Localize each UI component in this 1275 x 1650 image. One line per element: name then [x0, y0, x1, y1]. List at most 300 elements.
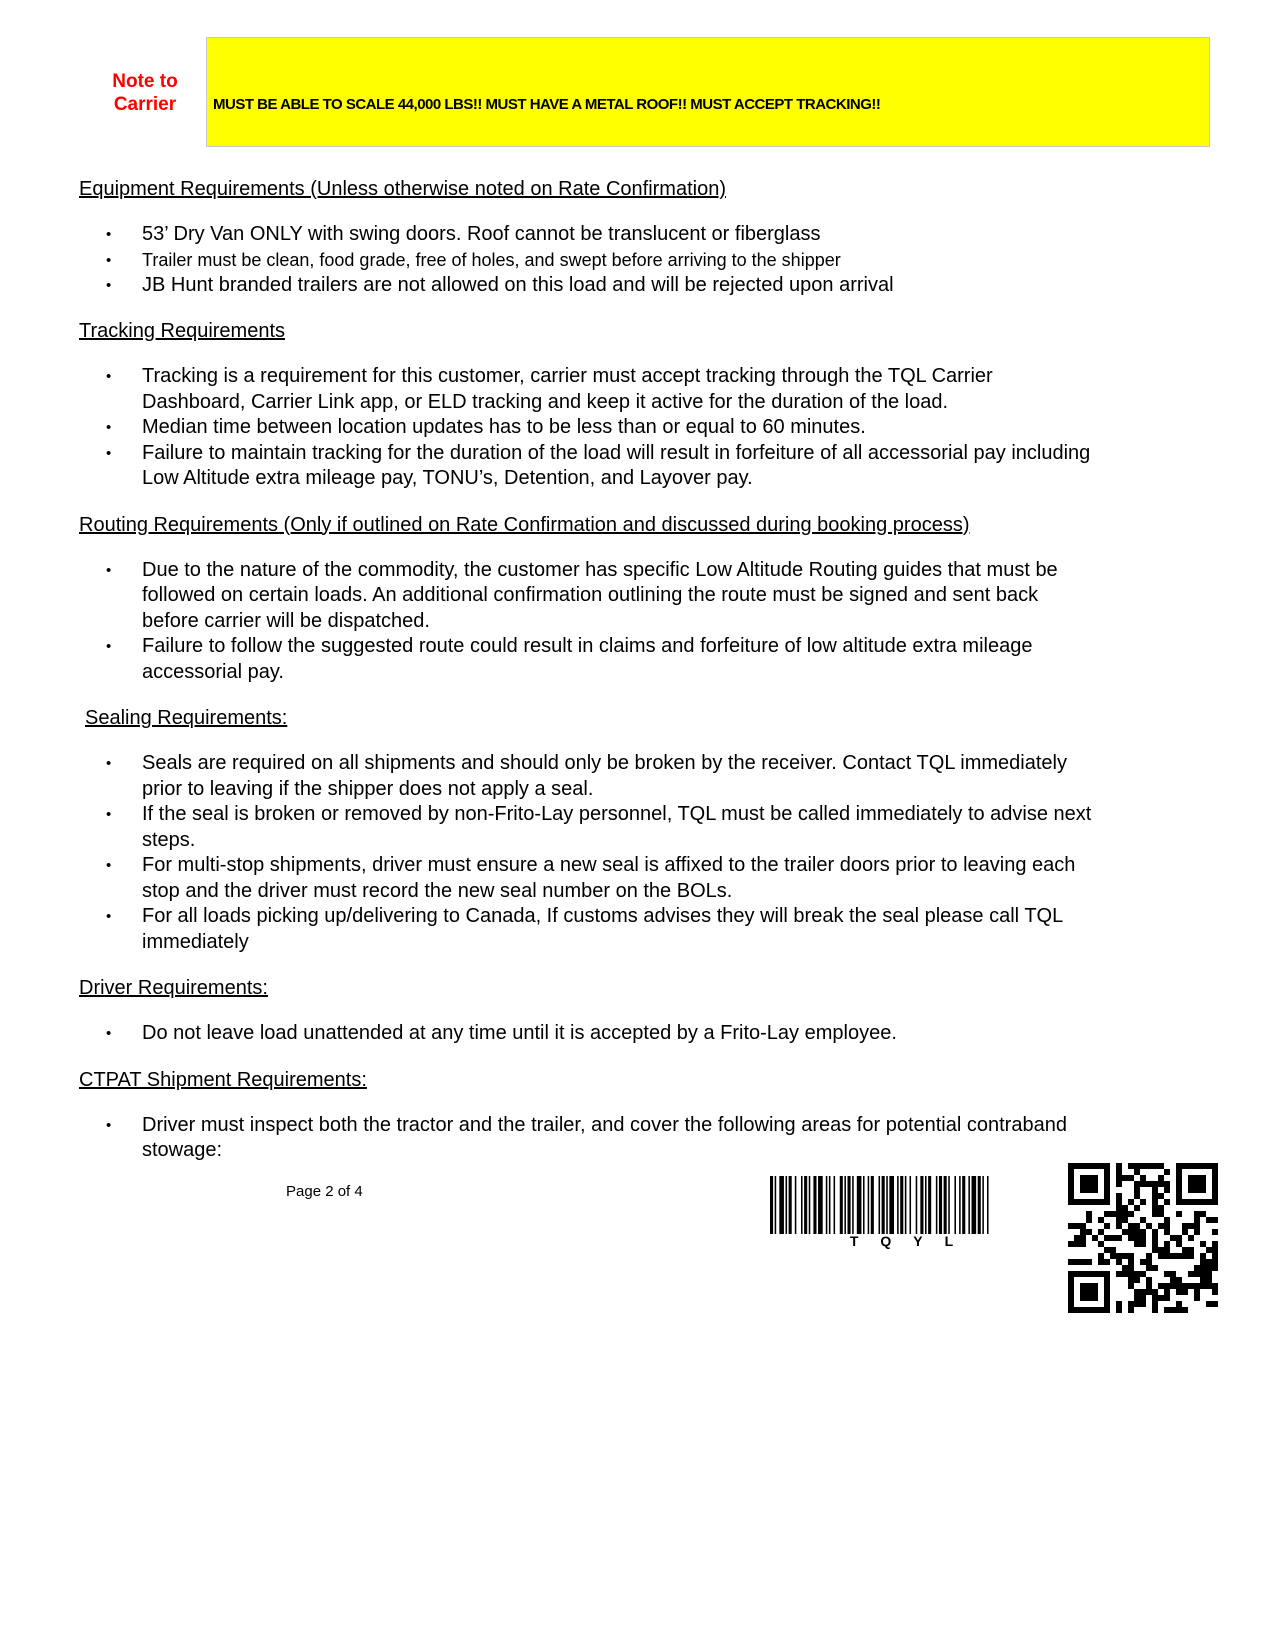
- qr-module: [1212, 1265, 1218, 1271]
- qr-module: [1128, 1307, 1134, 1313]
- barcode-bar: [844, 1176, 846, 1234]
- qr-module: [1140, 1217, 1146, 1223]
- barcode-bar: [905, 1176, 907, 1234]
- qr-module: [1134, 1277, 1140, 1283]
- qr-module: [1080, 1283, 1086, 1289]
- qr-module: [1092, 1199, 1098, 1205]
- qr-module: [1176, 1175, 1182, 1181]
- qr-module: [1098, 1199, 1104, 1205]
- qr-module: [1134, 1289, 1140, 1295]
- ctpat-list: [79, 1113, 1099, 1164]
- qr-module: [1074, 1241, 1080, 1247]
- qr-module: [1140, 1199, 1146, 1205]
- qr-module: [1152, 1181, 1158, 1187]
- qr-module: [1146, 1181, 1152, 1187]
- qr-module: [1212, 1163, 1218, 1169]
- qr-module: [1188, 1163, 1194, 1169]
- qr-module: [1176, 1169, 1182, 1175]
- qr-module: [1104, 1277, 1110, 1283]
- qr-module: [1104, 1289, 1110, 1295]
- qr-module: [1164, 1229, 1170, 1235]
- qr-module: [1200, 1187, 1206, 1193]
- qr-module: [1194, 1175, 1200, 1181]
- qr-module: [1188, 1181, 1194, 1187]
- qr-module: [1194, 1187, 1200, 1193]
- qr-module: [1212, 1247, 1218, 1253]
- qr-module: [1176, 1301, 1182, 1307]
- qr-module: [1068, 1271, 1074, 1277]
- qr-code-image: [1068, 1163, 1218, 1313]
- qr-module: [1068, 1307, 1074, 1313]
- qr-module: [1134, 1205, 1140, 1211]
- qr-module: [1188, 1235, 1194, 1241]
- qr-module: [1110, 1247, 1116, 1253]
- qr-module: [1170, 1283, 1176, 1289]
- barcode-bar: [936, 1176, 938, 1234]
- qr-module: [1134, 1187, 1140, 1193]
- barcode-bar: [826, 1176, 828, 1234]
- qr-module: [1080, 1181, 1086, 1187]
- barcode-bar: [857, 1176, 862, 1234]
- qr-module: [1086, 1295, 1092, 1301]
- qr-module: [1188, 1283, 1194, 1289]
- qr-module: [1164, 1247, 1170, 1253]
- barcode-bar: [897, 1176, 899, 1234]
- qr-module: [1092, 1181, 1098, 1187]
- barcode-bar: [840, 1176, 843, 1234]
- qr-module: [1212, 1217, 1218, 1223]
- qr-module: [1206, 1217, 1212, 1223]
- barcode-text: TQYL: [849, 1233, 976, 1249]
- qr-module: [1200, 1265, 1206, 1271]
- qr-module: [1200, 1241, 1206, 1247]
- qr-module: [1122, 1229, 1128, 1235]
- qr-module: [1164, 1217, 1170, 1223]
- qr-module: [1086, 1163, 1092, 1169]
- list-item: • Driver must inspect both the tractor and the trailer, and cover the following areas for potential contraband stowage:: [79, 1113, 1099, 1164]
- qr-module: [1104, 1295, 1110, 1301]
- qr-module: [1104, 1307, 1110, 1313]
- qr-module: [1206, 1301, 1212, 1307]
- barcode-bar: [801, 1176, 803, 1234]
- qr-module: [1188, 1223, 1194, 1229]
- barcode-bar: [916, 1176, 918, 1234]
- qr-module: [1158, 1181, 1164, 1187]
- requirements-content: [79, 176, 1099, 1184]
- ctpat-heading: CTPAT Shipment Requirements:: [79, 1068, 367, 1091]
- qr-module: [1116, 1301, 1122, 1307]
- qr-module: [1080, 1223, 1086, 1229]
- qr-module: [1194, 1229, 1200, 1235]
- qr-module: [1158, 1283, 1164, 1289]
- qr-module: [1080, 1241, 1086, 1247]
- qr-module: [1128, 1223, 1134, 1229]
- qr-module: [1134, 1163, 1140, 1169]
- qr-module: [1194, 1289, 1200, 1295]
- qr-module: [1140, 1241, 1146, 1247]
- routing-heading: Routing Requirements (Only if outlined on Rate Confirmation and discussed during booking process): [79, 513, 970, 536]
- qr-module: [1212, 1289, 1218, 1295]
- qr-module: [1128, 1163, 1134, 1169]
- qr-module: [1152, 1205, 1158, 1211]
- qr-module: [1074, 1235, 1080, 1241]
- qr-module: [1122, 1265, 1128, 1271]
- qr-module: [1158, 1163, 1164, 1169]
- qr-module: [1086, 1211, 1092, 1217]
- qr-module: [1200, 1163, 1206, 1169]
- qr-module: [1140, 1295, 1146, 1301]
- qr-module: [1128, 1301, 1134, 1307]
- qr-module: [1194, 1217, 1200, 1223]
- qr-module: [1176, 1193, 1182, 1199]
- qr-module: [1098, 1217, 1104, 1223]
- qr-module: [1068, 1187, 1074, 1193]
- qr-module: [1080, 1271, 1086, 1277]
- qr-module: [1104, 1283, 1110, 1289]
- qr-module: [1104, 1175, 1110, 1181]
- qr-module: [1128, 1277, 1134, 1283]
- qr-module: [1194, 1265, 1200, 1271]
- qr-module: [1098, 1259, 1104, 1265]
- barcode-bar: [829, 1176, 831, 1234]
- qr-module: [1170, 1277, 1176, 1283]
- qr-module: [1170, 1271, 1176, 1277]
- qr-module: [1098, 1229, 1104, 1235]
- qr-module: [1164, 1271, 1170, 1277]
- qr-module: [1146, 1265, 1152, 1271]
- qr-module: [1122, 1211, 1128, 1217]
- qr-module: [1128, 1253, 1134, 1259]
- qr-module: [1110, 1211, 1116, 1217]
- qr-module: [1146, 1259, 1152, 1265]
- barcode-bar: [928, 1176, 931, 1234]
- qr-module: [1152, 1241, 1158, 1247]
- list-item: • Seals are required on all shipments and should only be broken by the receiver. Contact TQL immediately prior to leaving if the shipper does not apply a seal.: [79, 751, 1099, 802]
- qr-module: [1212, 1187, 1218, 1193]
- qr-module: [1116, 1235, 1122, 1241]
- barcode-bar: [959, 1176, 961, 1234]
- qr-module: [1182, 1247, 1188, 1253]
- barcode-bar: [939, 1176, 942, 1234]
- qr-module: [1212, 1283, 1218, 1289]
- qr-module: [1194, 1199, 1200, 1205]
- qr-module: [1086, 1229, 1092, 1235]
- qr-module: [1116, 1217, 1122, 1223]
- qr-module: [1080, 1307, 1086, 1313]
- qr-module: [1182, 1199, 1188, 1205]
- qr-module: [1146, 1289, 1152, 1295]
- qr-module: [1110, 1253, 1116, 1259]
- qr-module: [1152, 1301, 1158, 1307]
- barcode-bar: [978, 1176, 981, 1234]
- qr-module: [1152, 1247, 1158, 1253]
- qr-module: [1170, 1307, 1176, 1313]
- qr-module: [1164, 1199, 1170, 1205]
- qr-module: [1104, 1169, 1110, 1175]
- qr-module: [1086, 1217, 1092, 1223]
- qr-module: [1212, 1241, 1218, 1247]
- barcode-bar: [804, 1176, 807, 1234]
- barcode-bar: [834, 1176, 836, 1234]
- qr-module: [1176, 1253, 1182, 1259]
- qr-module: [1140, 1235, 1146, 1241]
- qr-module: [1092, 1175, 1098, 1181]
- qr-module: [1086, 1199, 1092, 1205]
- qr-module: [1200, 1277, 1206, 1283]
- qr-module: [1098, 1307, 1104, 1313]
- qr-module: [1140, 1163, 1146, 1169]
- qr-module: [1074, 1271, 1080, 1277]
- qr-module: [1086, 1187, 1092, 1193]
- qr-module: [1104, 1199, 1110, 1205]
- qr-module: [1122, 1175, 1128, 1181]
- qr-module: [1182, 1163, 1188, 1169]
- qr-module: [1212, 1199, 1218, 1205]
- list-item: • Do not leave load unattended at any time until it is accepted by a Frito-Lay employee.: [79, 1021, 1099, 1047]
- qr-module: [1206, 1271, 1212, 1277]
- qr-module: [1176, 1307, 1182, 1313]
- qr-module: [1092, 1295, 1098, 1301]
- qr-module: [1200, 1199, 1206, 1205]
- barcode-bar: [954, 1176, 956, 1234]
- qr-module: [1104, 1187, 1110, 1193]
- qr-module: [1200, 1253, 1206, 1259]
- qr-module: [1116, 1271, 1122, 1277]
- qr-module: [1164, 1283, 1170, 1289]
- qr-module: [1176, 1163, 1182, 1169]
- qr-module: [1188, 1199, 1194, 1205]
- barcode-bar: [962, 1176, 965, 1234]
- barcode-bar: [852, 1176, 854, 1234]
- qr-module: [1140, 1259, 1146, 1265]
- driver-list: [79, 1021, 1099, 1047]
- qr-module: [1080, 1259, 1086, 1265]
- qr-module: [1206, 1199, 1212, 1205]
- qr-module: [1164, 1307, 1170, 1313]
- barcode-bar: [879, 1176, 881, 1234]
- qr-module: [1200, 1271, 1206, 1277]
- barcode-bar: [775, 1176, 777, 1234]
- qr-module: [1176, 1289, 1182, 1295]
- qr-module: [1152, 1289, 1158, 1295]
- barcode-bar: [889, 1176, 894, 1234]
- barcode-image: [770, 1176, 1055, 1236]
- qr-module: [1182, 1229, 1188, 1235]
- qr-module: [1068, 1289, 1074, 1295]
- qr-module: [1164, 1223, 1170, 1229]
- qr-module: [1170, 1253, 1176, 1259]
- qr-module: [1182, 1253, 1188, 1259]
- qr-module: [1170, 1235, 1176, 1241]
- qr-module: [1140, 1175, 1146, 1181]
- qr-module: [1116, 1259, 1122, 1265]
- barcode-bar: [871, 1176, 874, 1234]
- list-item: • 53’ Dry Van ONLY with swing doors. Roof cannot be translucent or fiberglass: [79, 222, 1099, 248]
- qr-module: [1116, 1199, 1122, 1205]
- qr-module: [1194, 1295, 1200, 1301]
- qr-module: [1080, 1235, 1086, 1241]
- qr-module: [1098, 1163, 1104, 1169]
- qr-module: [1128, 1283, 1134, 1289]
- barcode-bar: [770, 1176, 773, 1234]
- page-number: Page 2 of 4: [286, 1183, 363, 1200]
- barcode-bar: [868, 1176, 870, 1234]
- driver-heading: Driver Requirements:: [79, 977, 268, 999]
- qr-module: [1164, 1181, 1170, 1187]
- qr-module: [1080, 1187, 1086, 1193]
- qr-module: [1068, 1181, 1074, 1187]
- qr-module: [1098, 1241, 1104, 1247]
- qr-module: [1200, 1259, 1206, 1265]
- qr-module: [1092, 1307, 1098, 1313]
- qr-module: [1080, 1199, 1086, 1205]
- qr-module: [1110, 1235, 1116, 1241]
- qr-module: [1068, 1223, 1074, 1229]
- qr-module: [1206, 1247, 1212, 1253]
- qr-module: [1134, 1241, 1140, 1247]
- qr-module: [1194, 1181, 1200, 1187]
- qr-module: [1152, 1235, 1158, 1241]
- qr-module: [1164, 1253, 1170, 1259]
- qr-module: [1176, 1181, 1182, 1187]
- qr-module: [1212, 1175, 1218, 1181]
- equipment-heading: Equipment Requirements (Unless otherwise noted on Rate Confirmation): [79, 178, 726, 200]
- qr-module: [1122, 1205, 1128, 1211]
- qr-module: [1068, 1241, 1074, 1247]
- qr-module: [1086, 1271, 1092, 1277]
- qr-module: [1152, 1163, 1158, 1169]
- qr-module: [1200, 1283, 1206, 1289]
- qr-module: [1194, 1223, 1200, 1229]
- qr-module: [1086, 1307, 1092, 1313]
- qr-module: [1074, 1307, 1080, 1313]
- qr-module: [1074, 1163, 1080, 1169]
- qr-module: [1158, 1223, 1164, 1229]
- qr-module: [1140, 1181, 1146, 1187]
- qr-module: [1068, 1283, 1074, 1289]
- qr-module: [1080, 1229, 1086, 1235]
- qr-module: [1134, 1193, 1140, 1199]
- qr-module: [1092, 1271, 1098, 1277]
- list-item: • Trailer must be clean, food grade, free of holes, and swept before arriving to the shipper: [79, 248, 1099, 273]
- qr-module: [1158, 1247, 1164, 1253]
- qr-module: [1176, 1211, 1182, 1217]
- qr-module: [1128, 1211, 1134, 1217]
- note-banner-text: MUST BE ABLE TO SCALE 44,000 LBS!! MUST HAVE A METAL ROOF!! MUST ACCEPT TRACKING!!: [213, 96, 881, 113]
- barcode-bar: [779, 1176, 784, 1234]
- barcode-bar: [944, 1176, 947, 1234]
- qr-module: [1104, 1247, 1110, 1253]
- qr-module: [1212, 1259, 1218, 1265]
- qr-module: [1122, 1271, 1128, 1277]
- barcode-bar: [948, 1176, 950, 1234]
- qr-module: [1134, 1169, 1140, 1175]
- qr-module: [1176, 1283, 1182, 1289]
- qr-module: [1086, 1259, 1092, 1265]
- qr-module: [1158, 1193, 1164, 1199]
- barcode-bar: [818, 1176, 823, 1234]
- qr-module: [1188, 1247, 1194, 1253]
- qr-module: [1122, 1217, 1128, 1223]
- qr-module: [1080, 1163, 1086, 1169]
- list-item: • Failure to maintain tracking for the duration of the load will result in forfeiture of all accessorial pay including Low Altitude extra mileage pay, TONU’s, Detention, and Layover pay.: [79, 441, 1099, 492]
- qr-module: [1128, 1271, 1134, 1277]
- qr-module: [1068, 1301, 1074, 1307]
- barcode-bar: [848, 1176, 851, 1234]
- list-item: • Median time between location updates has to be less than or equal to 60 minutes.: [79, 415, 1099, 441]
- qr-module: [1206, 1283, 1212, 1289]
- qr-module: [1194, 1283, 1200, 1289]
- qr-module: [1152, 1187, 1158, 1193]
- qr-module: [1086, 1175, 1092, 1181]
- qr-module: [1092, 1163, 1098, 1169]
- barcode-bar: [910, 1176, 912, 1234]
- qr-module: [1134, 1223, 1140, 1229]
- qr-module: [1068, 1295, 1074, 1301]
- qr-module: [1128, 1229, 1134, 1235]
- qr-module: [1212, 1301, 1218, 1307]
- qr-module: [1098, 1271, 1104, 1277]
- qr-module: [1200, 1175, 1206, 1181]
- sealing-list: [79, 751, 1099, 955]
- qr-module: [1176, 1235, 1182, 1241]
- qr-module: [1152, 1307, 1158, 1313]
- qr-module: [1146, 1277, 1152, 1283]
- qr-module: [1104, 1301, 1110, 1307]
- qr-module: [1116, 1205, 1122, 1211]
- qr-module: [1128, 1175, 1134, 1181]
- qr-module: [1068, 1259, 1074, 1265]
- qr-module: [1104, 1235, 1110, 1241]
- list-item: • JB Hunt branded trailers are not allowed on this load and will be rejected upon arrival: [79, 273, 1099, 299]
- qr-module: [1092, 1283, 1098, 1289]
- qr-module: [1164, 1169, 1170, 1175]
- routing-list: [79, 558, 1099, 686]
- qr-module: [1212, 1229, 1218, 1235]
- qr-module: [1134, 1181, 1140, 1187]
- sealing-heading: Sealing Requirements:: [85, 707, 288, 729]
- qr-module: [1176, 1277, 1182, 1283]
- qr-module: [1092, 1289, 1098, 1295]
- qr-module: [1134, 1235, 1140, 1241]
- barcode-bar: [813, 1176, 816, 1234]
- qr-module: [1146, 1223, 1152, 1229]
- qr-module: [1092, 1235, 1098, 1241]
- barcode-bar: [809, 1176, 811, 1234]
- qr-module: [1128, 1265, 1134, 1271]
- qr-module: [1146, 1283, 1152, 1289]
- qr-module: [1164, 1241, 1170, 1247]
- barcode-bar: [789, 1176, 792, 1234]
- qr-module: [1080, 1295, 1086, 1301]
- qr-module: [1206, 1163, 1212, 1169]
- qr-module: [1206, 1265, 1212, 1271]
- qr-module: [1116, 1211, 1122, 1217]
- qr-module: [1212, 1253, 1218, 1259]
- qr-module: [1152, 1211, 1158, 1217]
- qr-module: [1116, 1223, 1122, 1229]
- qr-module: [1200, 1181, 1206, 1187]
- qr-module: [1206, 1259, 1212, 1265]
- qr-module: [1134, 1295, 1140, 1301]
- list-item: • If the seal is broken or removed by non-Frito-Lay personnel, TQL must be called immediately to advise next steps.: [79, 802, 1099, 853]
- qr-module: [1068, 1277, 1074, 1283]
- qr-module: [1212, 1181, 1218, 1187]
- qr-module: [1068, 1163, 1074, 1169]
- qr-module: [1188, 1271, 1194, 1277]
- list-item: • Due to the nature of the commodity, the customer has specific Low Altitude Routing guides that must be followed on certain loads. An additional confirmation outlining the route must be signed and sent back before carrier will be dispatched.: [79, 558, 1099, 635]
- note-label-line1: Note to: [112, 71, 178, 92]
